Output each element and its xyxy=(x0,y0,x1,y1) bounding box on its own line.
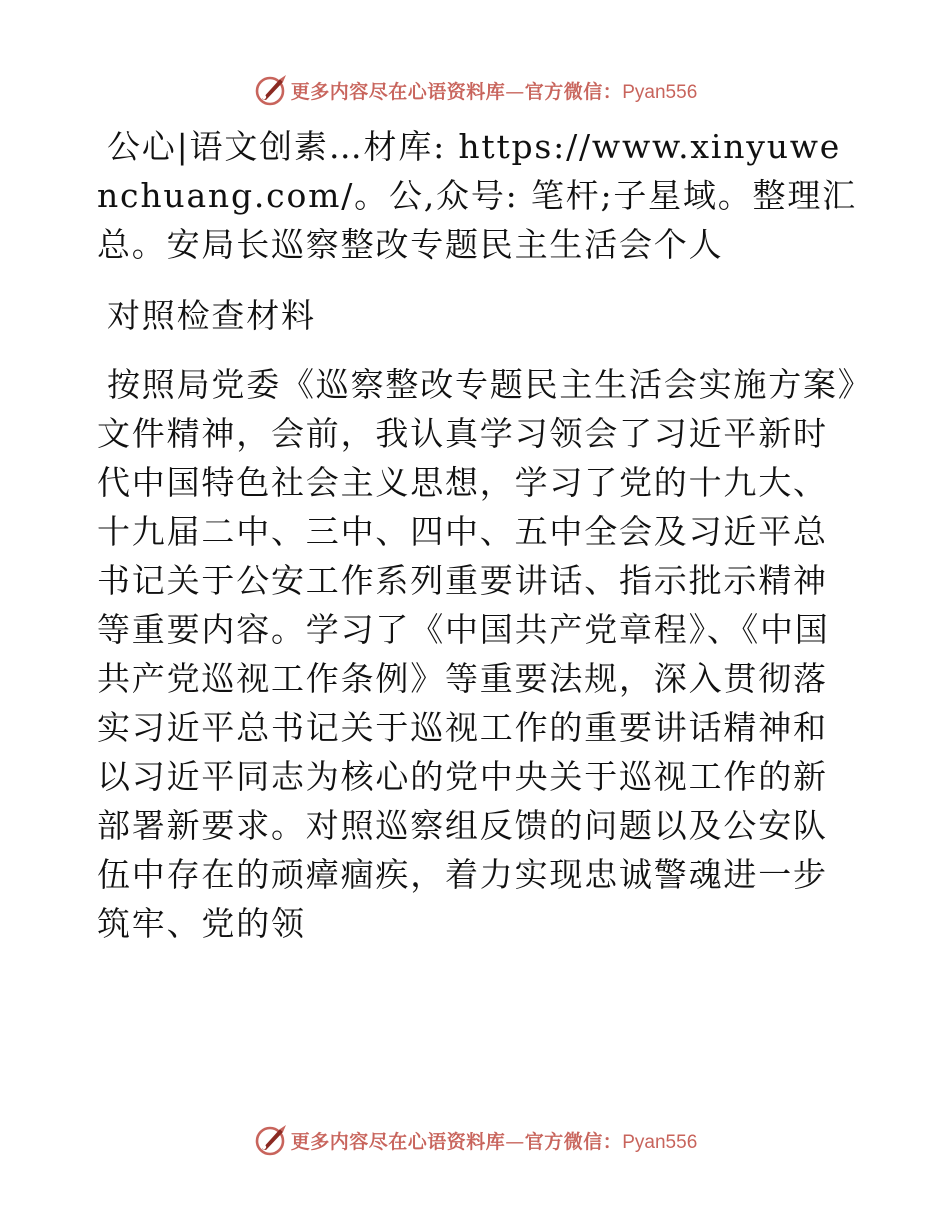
watermark-wechat-label: 官方微信： xyxy=(524,80,623,103)
document-subtitle: 对照检查材料 xyxy=(107,296,316,335)
watermark-site-text: 更多内容尽在心语资料库 xyxy=(290,1130,506,1153)
quill-logo-icon xyxy=(253,1122,289,1158)
watermark-wechat-id: Pyan556 xyxy=(622,1131,698,1153)
watermark-separator: — xyxy=(505,1130,525,1153)
watermark-separator: — xyxy=(505,80,525,103)
watermark-wechat-label: 官方微信： xyxy=(524,1130,623,1153)
watermark-wechat-id: Pyan556 xyxy=(622,81,698,103)
intro-paragraph: 公心|语文创素…材库: https://www.xinyuwenchuang.com/。公,众号: 笔杆;子星域。整理汇总。安局长巡察整改专题民主生活会个人 xyxy=(97,127,857,264)
document-body xyxy=(97,122,857,948)
quill-logo-icon xyxy=(253,72,289,108)
body-paragraph: 按照局党委《巡察整改专题民主生活会实施方案》文件精神，会前，我认真学习领会了习近平新时代中国特色社会主义思想，学习了党的十九大、十九届二中、三中、四中、五中全会及习近平总书记关于公安工作系列重要讲话、指示批示精神等重要内容。学习了《中国共产党章程》、《中国共产党巡视工作条例》等重要法规，深入贯彻落实习近平总书记关于巡视工作的重要讲话精神和以习近平同志为核心的党中央关于巡视工作的新部署新要求。对照巡察组反馈的问题以及公安队伍中存在的顽瘴痼疾，着力实现忠诚警魂进一步筑牢、党的领 xyxy=(97,365,857,943)
footer-watermark xyxy=(0,1120,950,1160)
watermark-site-text: 更多内容尽在心语资料库 xyxy=(290,80,506,103)
header-watermark xyxy=(0,70,950,110)
